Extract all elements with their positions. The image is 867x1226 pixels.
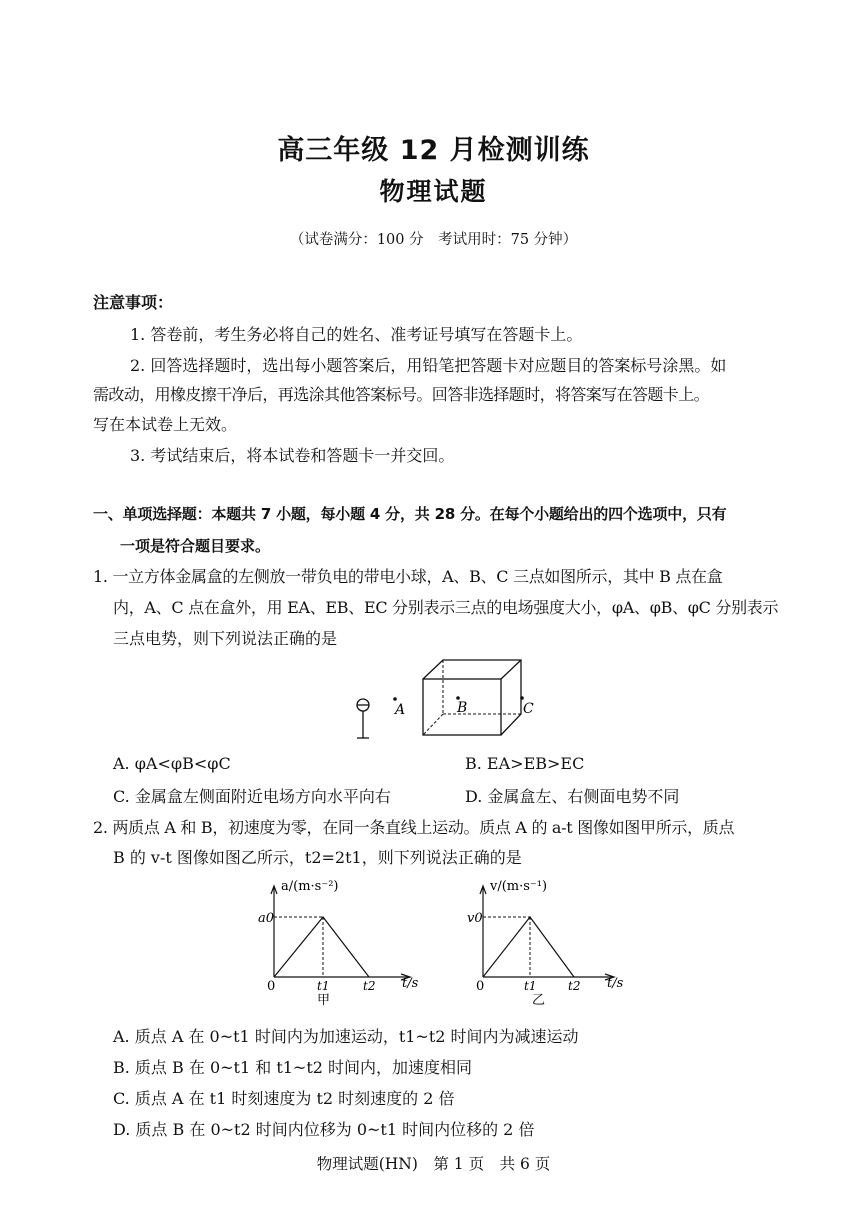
tick-t2: t2 bbox=[568, 979, 581, 993]
notice-item-2-cont: 需改动，用橡皮擦干净后，再选涂其他答案标号。回答非选择题时，将答案写在答题卡上。 bbox=[93, 385, 710, 404]
point-b-label: B bbox=[457, 700, 468, 716]
q1-stem: 1. 一立方体金属盒的左侧放一带负电的带电小球，A、B、C 三点如图所示，其中 B 点在盒 bbox=[93, 567, 723, 586]
q1-option-b: B. EA>EB>EC bbox=[465, 754, 585, 773]
section-heading: 一、单项选择题：本题共 7 小题，每小题 4 分，共 28 分。在每个小题给出的四个选项中，只有 bbox=[93, 505, 727, 523]
caption: 甲 bbox=[317, 993, 331, 1008]
q1-option-a: A. φA<φB<φC bbox=[113, 754, 231, 773]
ytick-a0: a0 bbox=[258, 911, 275, 926]
q2-option-d: D. 质点 B 在 0~t2 时间内位移为 0~t1 时间内位移的 2 倍 bbox=[113, 1120, 535, 1139]
point-c-dot bbox=[520, 696, 524, 700]
notice-item-2-cont-2: 写在本试卷上无效。 bbox=[93, 415, 238, 434]
graph-yi bbox=[456, 876, 631, 1008]
triangle-curve bbox=[483, 917, 574, 977]
charged-ball-on-stand bbox=[357, 699, 369, 738]
origin: 0 bbox=[267, 979, 276, 994]
caption: 乙 bbox=[532, 993, 546, 1008]
graph-jia bbox=[250, 876, 425, 1008]
tick-t2: t2 bbox=[363, 979, 376, 993]
q2-option-a: A. 质点 A 在 0~t1 时间内为加速运动，t1~t2 时间内为减速运动 bbox=[113, 1027, 579, 1046]
point-c-label: C bbox=[523, 701, 534, 717]
q2-option-b: B. 质点 B 在 0~t1 和 t1~t2 时间内，加速度相同 bbox=[113, 1058, 473, 1077]
origin: 0 bbox=[476, 979, 485, 994]
point-a-dot bbox=[393, 697, 397, 701]
notice-item-2: 2. 回答选择题时，选出每小题答案后，用铅笔把答题卡对应题目的答案标号涂黑。如 bbox=[130, 356, 727, 375]
notice-item-1: 1. 答卷前，考生务必将自己的姓名、准考证号填写在答题卡上。 bbox=[130, 325, 583, 344]
tick-t1: t1 bbox=[317, 979, 330, 993]
subject-title: 物理试题 bbox=[379, 177, 488, 206]
q1-stem-2: 内，A、C 点在盒外，用 EA、EB、EC 分别表示三点的电场强度大小，φA、φB、φC 分别表示 bbox=[113, 598, 779, 617]
ytick-v0: v0 bbox=[467, 911, 483, 926]
q2-option-c: C. 质点 A 在 t1 时刻速度为 t2 时刻速度的 2 倍 bbox=[113, 1089, 455, 1108]
q2-stem: 2. 两质点 A 和 B，初速度为零，在同一条直线上运动。质点 A 的 a-t 图像如图甲所示，质点 bbox=[93, 818, 735, 837]
notice-heading: 注意事项： bbox=[93, 293, 174, 312]
section-heading-cont: 一项是符合题目要求。 bbox=[120, 537, 271, 555]
exam-info: （试卷满分：100 分 考试用时：75 分钟） bbox=[289, 232, 578, 248]
q1-option-c: C. 金属盒左侧面附近电场方向水平向右 bbox=[113, 787, 391, 806]
notice-item-3: 3. 考试结束后，将本试卷和答题卡一并交回。 bbox=[130, 446, 455, 465]
page-footer: 物理试题(HN) 第 1 页 共 6 页 bbox=[316, 1155, 551, 1173]
xlabel: t/s bbox=[402, 976, 419, 991]
q1-option-d: D. 金属盒左、右侧面电势不同 bbox=[465, 787, 680, 806]
q1-stem-3: 三点电势，则下列说法正确的是 bbox=[113, 629, 338, 648]
q1-figure bbox=[345, 652, 545, 747]
ylabel: v/(m·s⁻¹) bbox=[490, 879, 548, 894]
metal-box bbox=[423, 660, 521, 735]
ylabel: a/(m·s⁻²) bbox=[281, 879, 339, 894]
xlabel: t/s bbox=[607, 976, 624, 991]
triangle-curve bbox=[274, 917, 369, 977]
q2-stem-2: B 的 v-t 图像如图乙所示，t2=2t1，则下列说法正确的是 bbox=[113, 848, 522, 867]
exam-title: 高三年级 12 月检测训练 bbox=[277, 135, 590, 166]
tick-t1: t1 bbox=[524, 979, 537, 993]
point-a-label: A bbox=[395, 702, 406, 718]
